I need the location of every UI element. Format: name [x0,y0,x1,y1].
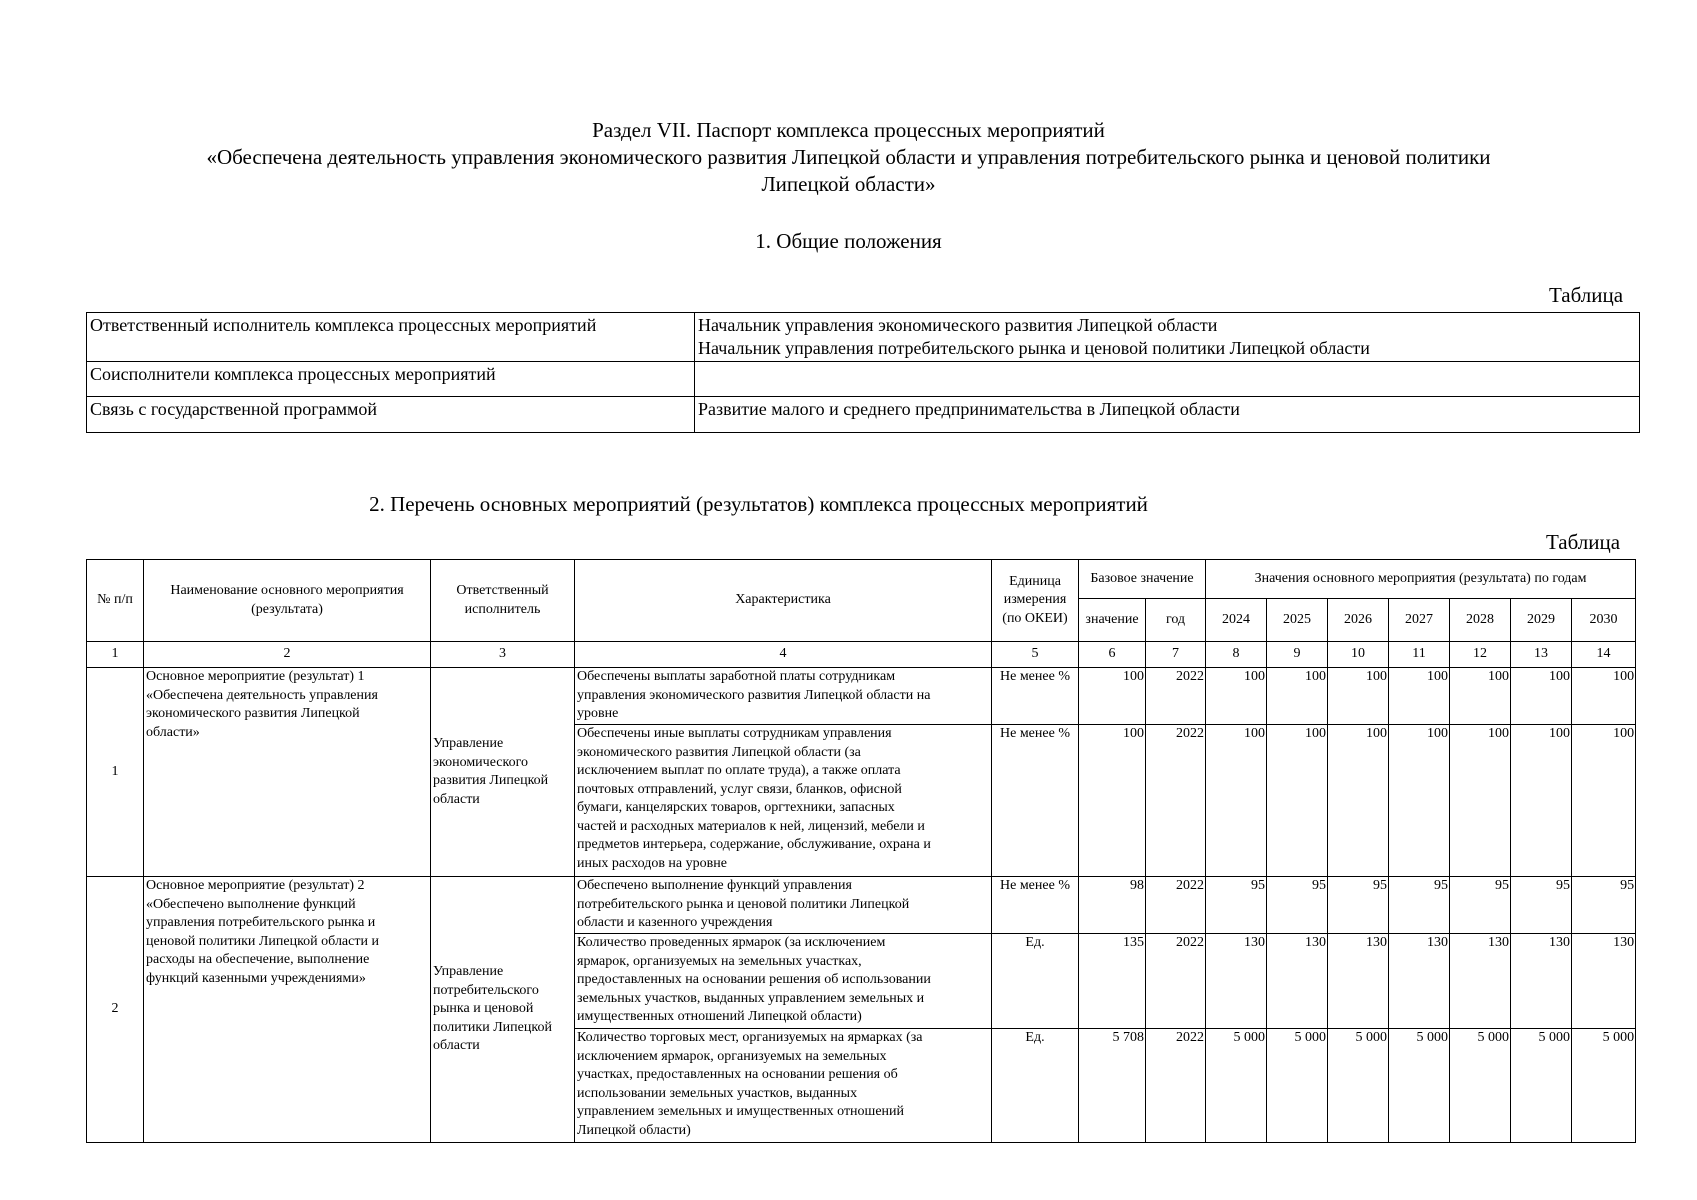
column-number: 7 [1146,642,1206,668]
measure-year-value: 95 [1389,877,1450,934]
header-num: № п/п [87,560,144,642]
measure-year-value: 100 [1572,668,1636,725]
measure-unit: Не менее % [992,725,1079,877]
measure-year-value: 5 000 [1267,1029,1328,1143]
measure-characteristic: Количество торговых мест, организуемых на ярмарках (за исключением ярмарок, организуемых на земельных участках, предоставленных на основании решения об использовании земельных участков, выданных управлением земельных и имущественных отношений Липецкой области) [575,1029,992,1143]
header-year: 2027 [1389,599,1450,642]
measure-year-value: 100 [1450,668,1511,725]
column-number: 12 [1450,642,1511,668]
header-characteristic: Характеристика [575,560,992,642]
measure-year-value: 5 000 [1450,1029,1511,1143]
measure-characteristic: Обеспечены иные выплаты сотрудникам управления экономического развития Липецкой области (за исключением выплат по оплате труда), а также оплата почтовых отправлений, услуг связи, бланков, офисной бумаги, канцелярских товаров, оргтехники, запасных частей и расходных материалов к ней, лицензий, мебели и предметов интерьера, содержание, обслуживание, охрана и иных расходов на уровне [575,725,992,877]
measure-year-value: 100 [1389,725,1450,877]
measure-characteristic: Количество проведенных ярмарок (за исключением ярмарок, организуемых на земельных участках, предоставленных на основании решения об использовании земельных участков, выданных управлением земельных и имущественных отношений Липецкой области) [575,934,992,1029]
measure-year-value: 130 [1328,934,1389,1029]
measure-number: 2 [87,877,144,1143]
column-number: 3 [431,642,575,668]
measure-year-value: 130 [1450,934,1511,1029]
header-base: Базовое значение [1079,560,1206,599]
measure-year-value: 130 [1511,934,1572,1029]
table-label-2: Таблица [1546,530,1621,554]
measure-number: 1 [87,668,144,877]
header-base-year: год [1146,599,1206,642]
general-label: Соисполнители комплекса процессных мероприятий [87,362,695,397]
header-values-by-year: Значения основного мероприятия (результата) по годам [1206,560,1636,599]
column-number: 11 [1389,642,1450,668]
measures-table [86,559,1636,1143]
measure-year-value: 95 [1328,877,1389,934]
measure-year-value: 95 [1206,877,1267,934]
measure-year-value: 100 [1450,725,1511,877]
measure-year-value: 95 [1450,877,1511,934]
measure-year-value: 100 [1206,725,1267,877]
general-value-line: Начальник управления потребительского рынка и ценовой политики Липецкой области [698,338,1370,358]
measure-year-value: 100 [1328,668,1389,725]
column-number: 6 [1079,642,1146,668]
measure-executor: Управление экономического развития Липецкой области [431,668,575,877]
measure-base-year: 2022 [1146,668,1206,725]
measure-year-value: 5 000 [1572,1029,1636,1143]
document-subtitle-line1: «Обеспечена деятельность управления экономического развития Липецкой области и управления потребительского рынка и ценовой политики [206,145,1491,169]
measure-base-value: 98 [1079,877,1146,934]
measure-year-value: 100 [1267,725,1328,877]
general-value [695,313,1640,362]
measure-name: Основное мероприятие (результат) 1 «Обеспечена деятельность управления экономического развития Липецкой области» [144,668,431,877]
header-exec: Ответственный исполнитель [431,560,575,642]
column-number: 10 [1328,642,1389,668]
measure-year-value: 100 [1206,668,1267,725]
measure-year-value: 130 [1206,934,1267,1029]
section-title: Раздел VII. Паспорт комплекса процессных мероприятий [592,118,1105,142]
table-label-1: Таблица [1549,283,1624,307]
measure-row [87,668,1636,725]
measure-base-value: 5 708 [1079,1029,1146,1143]
column-number: 8 [1206,642,1267,668]
header-year: 2028 [1450,599,1511,642]
measure-executor: Управление потребительского рынка и ценовой политики Липецкой области [431,877,575,1143]
measure-unit: Ед. [992,934,1079,1029]
measure-unit: Не менее % [992,668,1079,725]
column-number: 4 [575,642,992,668]
column-number: 5 [992,642,1079,668]
header-year: 2029 [1511,599,1572,642]
general-value-line: Начальник управления экономического развития Липецкой области [698,315,1218,335]
measure-base-year: 2022 [1146,877,1206,934]
header-base-value: значение [1079,599,1146,642]
column-number: 1 [87,642,144,668]
header-name: Наименование основного мероприятия (результата) [144,560,431,642]
measure-base-year: 2022 [1146,725,1206,877]
measures-heading: 2. Перечень основных мероприятий (результатов) комплекса процессных мероприятий [369,492,1148,516]
measure-characteristic: Обеспечены выплаты заработной платы сотрудникам управления экономического развития Липецкой области на уровне [575,668,992,725]
header-year: 2024 [1206,599,1267,642]
measure-year-value: 100 [1572,725,1636,877]
header-year: 2025 [1267,599,1328,642]
measure-year-value: 100 [1389,668,1450,725]
header-unit: Единица измерения (по ОКЕИ) [992,560,1079,642]
measure-year-value: 95 [1267,877,1328,934]
measure-year-value: 95 [1511,877,1572,934]
measure-year-value: 100 [1267,668,1328,725]
general-provisions-heading: 1. Общие положения [755,229,942,253]
general-value: Развитие малого и среднего предпринимательства в Липецкой области [695,397,1640,433]
measure-row [87,877,1636,934]
column-number: 9 [1267,642,1328,668]
measure-year-value: 5 000 [1206,1029,1267,1143]
column-number: 2 [144,642,431,668]
measure-name: Основное мероприятие (результат) 2 «Обеспечено выполнение функций управления потребительского рынка и ценовой политики Липецкой области и расходы на обеспечение, выполнение функций казенными учреждениями» [144,877,431,1143]
measure-base-value: 100 [1079,725,1146,877]
measure-year-value: 5 000 [1389,1029,1450,1143]
measure-unit: Не менее % [992,877,1079,934]
general-provisions-table [86,312,1640,433]
measure-base-year: 2022 [1146,1029,1206,1143]
header-year: 2030 [1572,599,1636,642]
column-number: 14 [1572,642,1636,668]
measure-base-value: 100 [1079,668,1146,725]
measure-base-value: 135 [1079,934,1146,1029]
measure-year-value: 5 000 [1511,1029,1572,1143]
general-label: Ответственный исполнитель комплекса процессных мероприятий [87,313,695,362]
general-label: Связь с государственной программой [87,397,695,433]
column-number: 13 [1511,642,1572,668]
measure-year-value: 130 [1267,934,1328,1029]
header-year: 2026 [1328,599,1389,642]
measure-year-value: 95 [1572,877,1636,934]
measure-year-value: 130 [1572,934,1636,1029]
measure-unit: Ед. [992,1029,1079,1143]
measure-year-value: 100 [1511,725,1572,877]
measure-characteristic: Обеспечено выполнение функций управления потребительского рынка и ценовой политики Липецкой области и казенного учреждения [575,877,992,934]
general-value [695,362,1640,397]
measure-year-value: 130 [1389,934,1450,1029]
table-header-row [87,560,1636,599]
general-row-coexecutors [87,362,1640,397]
measure-year-value: 100 [1328,725,1389,877]
measure-year-value: 100 [1511,668,1572,725]
document-subtitle-line2: Липецкой области» [761,172,936,196]
general-row-responsible [87,313,1640,362]
general-row-program-link [87,397,1640,433]
column-number-row [87,642,1636,668]
measure-base-year: 2022 [1146,934,1206,1029]
measure-year-value: 5 000 [1328,1029,1389,1143]
